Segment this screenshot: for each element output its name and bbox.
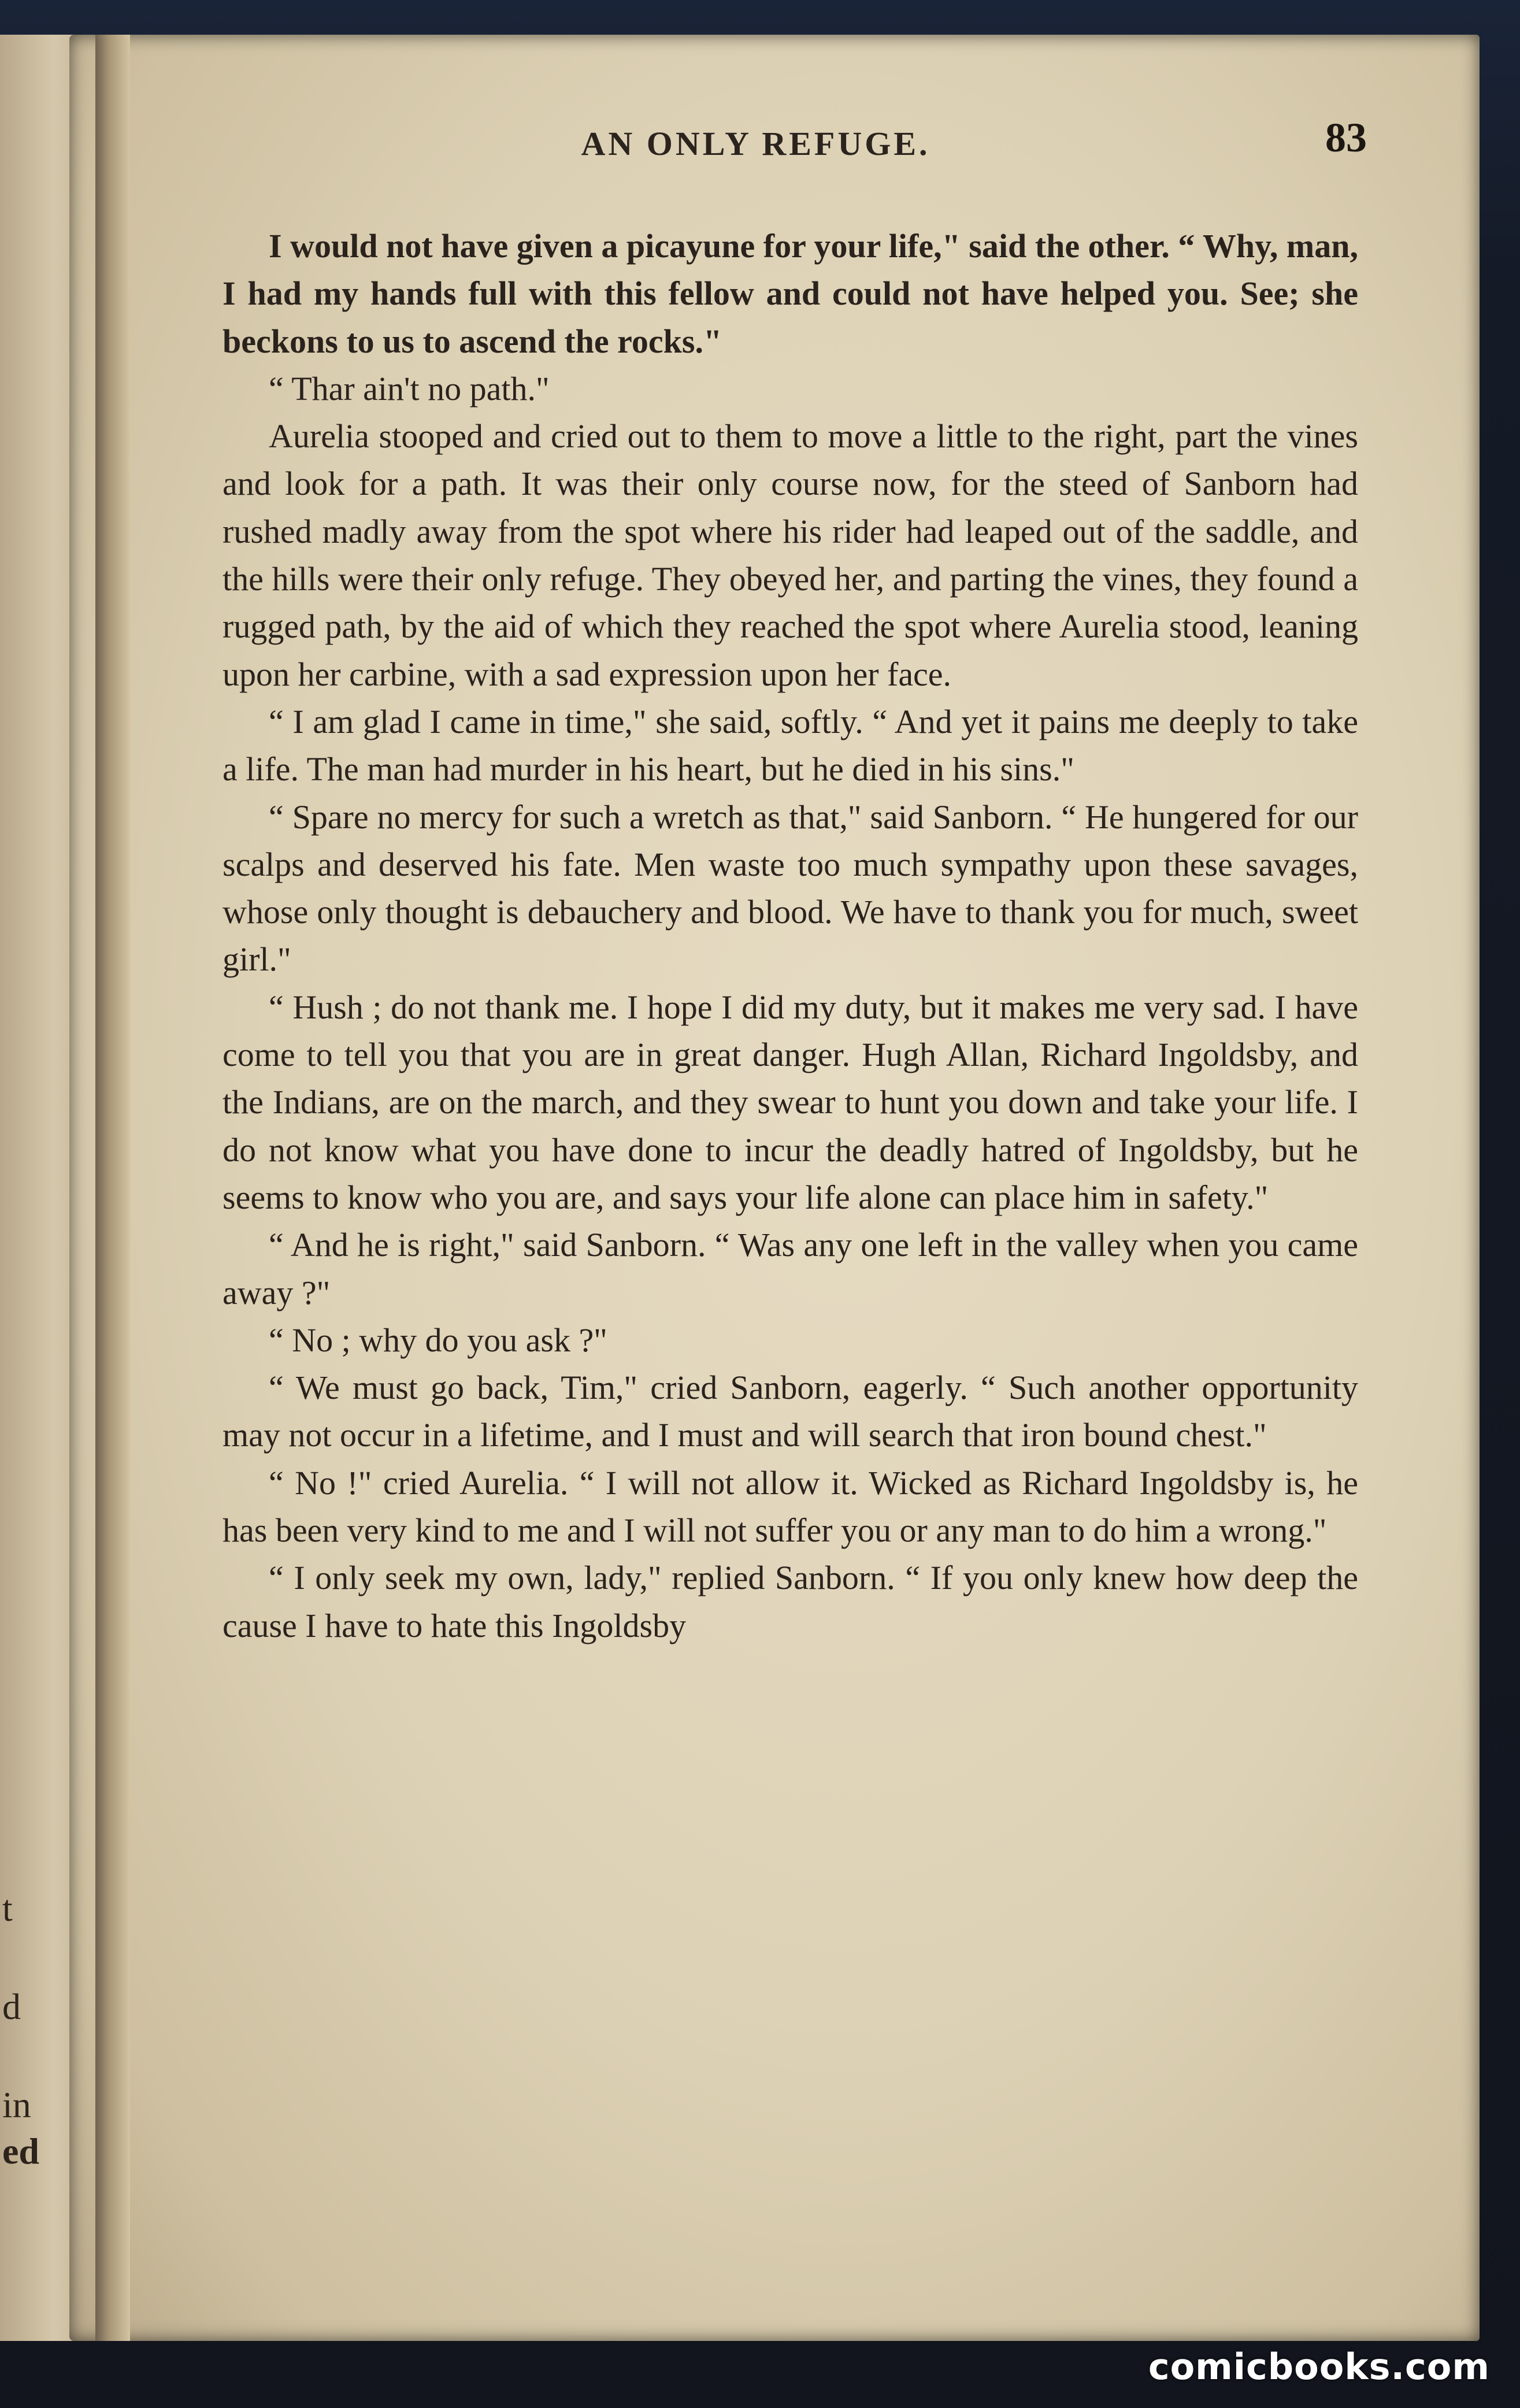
- paragraph: “ Thar ain't no path.": [269, 369, 550, 407]
- paragraph: “ I am glad I came in time," she said, softly. “ And yet it pains me deeply to take a life. The man had murder in his heart, but he died in his sins.": [223, 702, 1358, 788]
- left-page-fragment: t: [2, 1888, 13, 1929]
- left-page-fragment: ed: [2, 2131, 39, 2172]
- paragraph: “ And he is right," said Sanborn. “ Was any one left in the valley when you came away ?": [223, 1226, 1358, 1312]
- paragraph: “ Hush ; do not thank me. I hope I did my duty, but it makes me very sad. I have come to tell you that you are in great danger. Hugh Allan, Richard Ingoldsby, and the Indians, are on the march, and they swear to hunt you down and take your life. I do not know what you have done to incur the deadly hatred of Ingoldsby, but he seems to know who you are, and says your life alone can place him in safety.": [223, 988, 1358, 1216]
- body-text: [223, 223, 1358, 1650]
- paragraph: “ No ; why do you ask ?": [269, 1321, 607, 1359]
- page-number: 83: [1325, 114, 1367, 161]
- watermark: comicbooks.com: [1148, 2346, 1490, 2388]
- paragraph: I would not have given a picayune for your life," said the other. “ Why, man, I had my hands full with this fellow and could not have helped you. See; she beckons to us to ascend the rocks.": [223, 227, 1358, 360]
- paragraph: Aurelia stooped and cried out to them to move a little to the right, part the vines and look for a path. It was their only course now, for the steed of Sanborn had rushed madly away from the spot where his rider had leaped out of the saddle, and the hills were their only refuge. They obeyed her, and parting the vines, they found a rugged path, by the aid of which they reached the spot where Aurelia stood, leaning upon her carbine, with a sad expression upon her face.: [223, 417, 1358, 693]
- left-page-fragment: in: [2, 2084, 31, 2125]
- paragraph: “ I only seek my own, lady," replied Sanborn. “ If you only knew how deep the cause I have to hate this Ingoldsby: [223, 1559, 1358, 1644]
- left-page-fragment: d: [2, 1986, 21, 2027]
- paragraph: “ No !" cried Aurelia. “ I will not allow it. Wicked as Richard Ingoldsby is, he has been very kind to me and I will not suffer you or any man to do him a wrong.": [223, 1464, 1358, 1550]
- page-gutter: [95, 35, 130, 2341]
- running-head: AN ONLY REFUGE.: [581, 125, 930, 162]
- page-header: [144, 114, 1367, 176]
- paragraph: “ Spare no mercy for such a wretch as that," said Sanborn. “ He hungered for our scalps and deserved his fate. Men waste too much sympathy upon these savages, whose only thought is debauchery and blood. We have to thank you for much, sweet girl.": [223, 798, 1358, 979]
- paragraph: “ We must go back, Tim," cried Sanborn, eagerly. “ Such another opportunity may not occur in a lifetime, and I must and will search that iron bound chest.": [223, 1369, 1358, 1454]
